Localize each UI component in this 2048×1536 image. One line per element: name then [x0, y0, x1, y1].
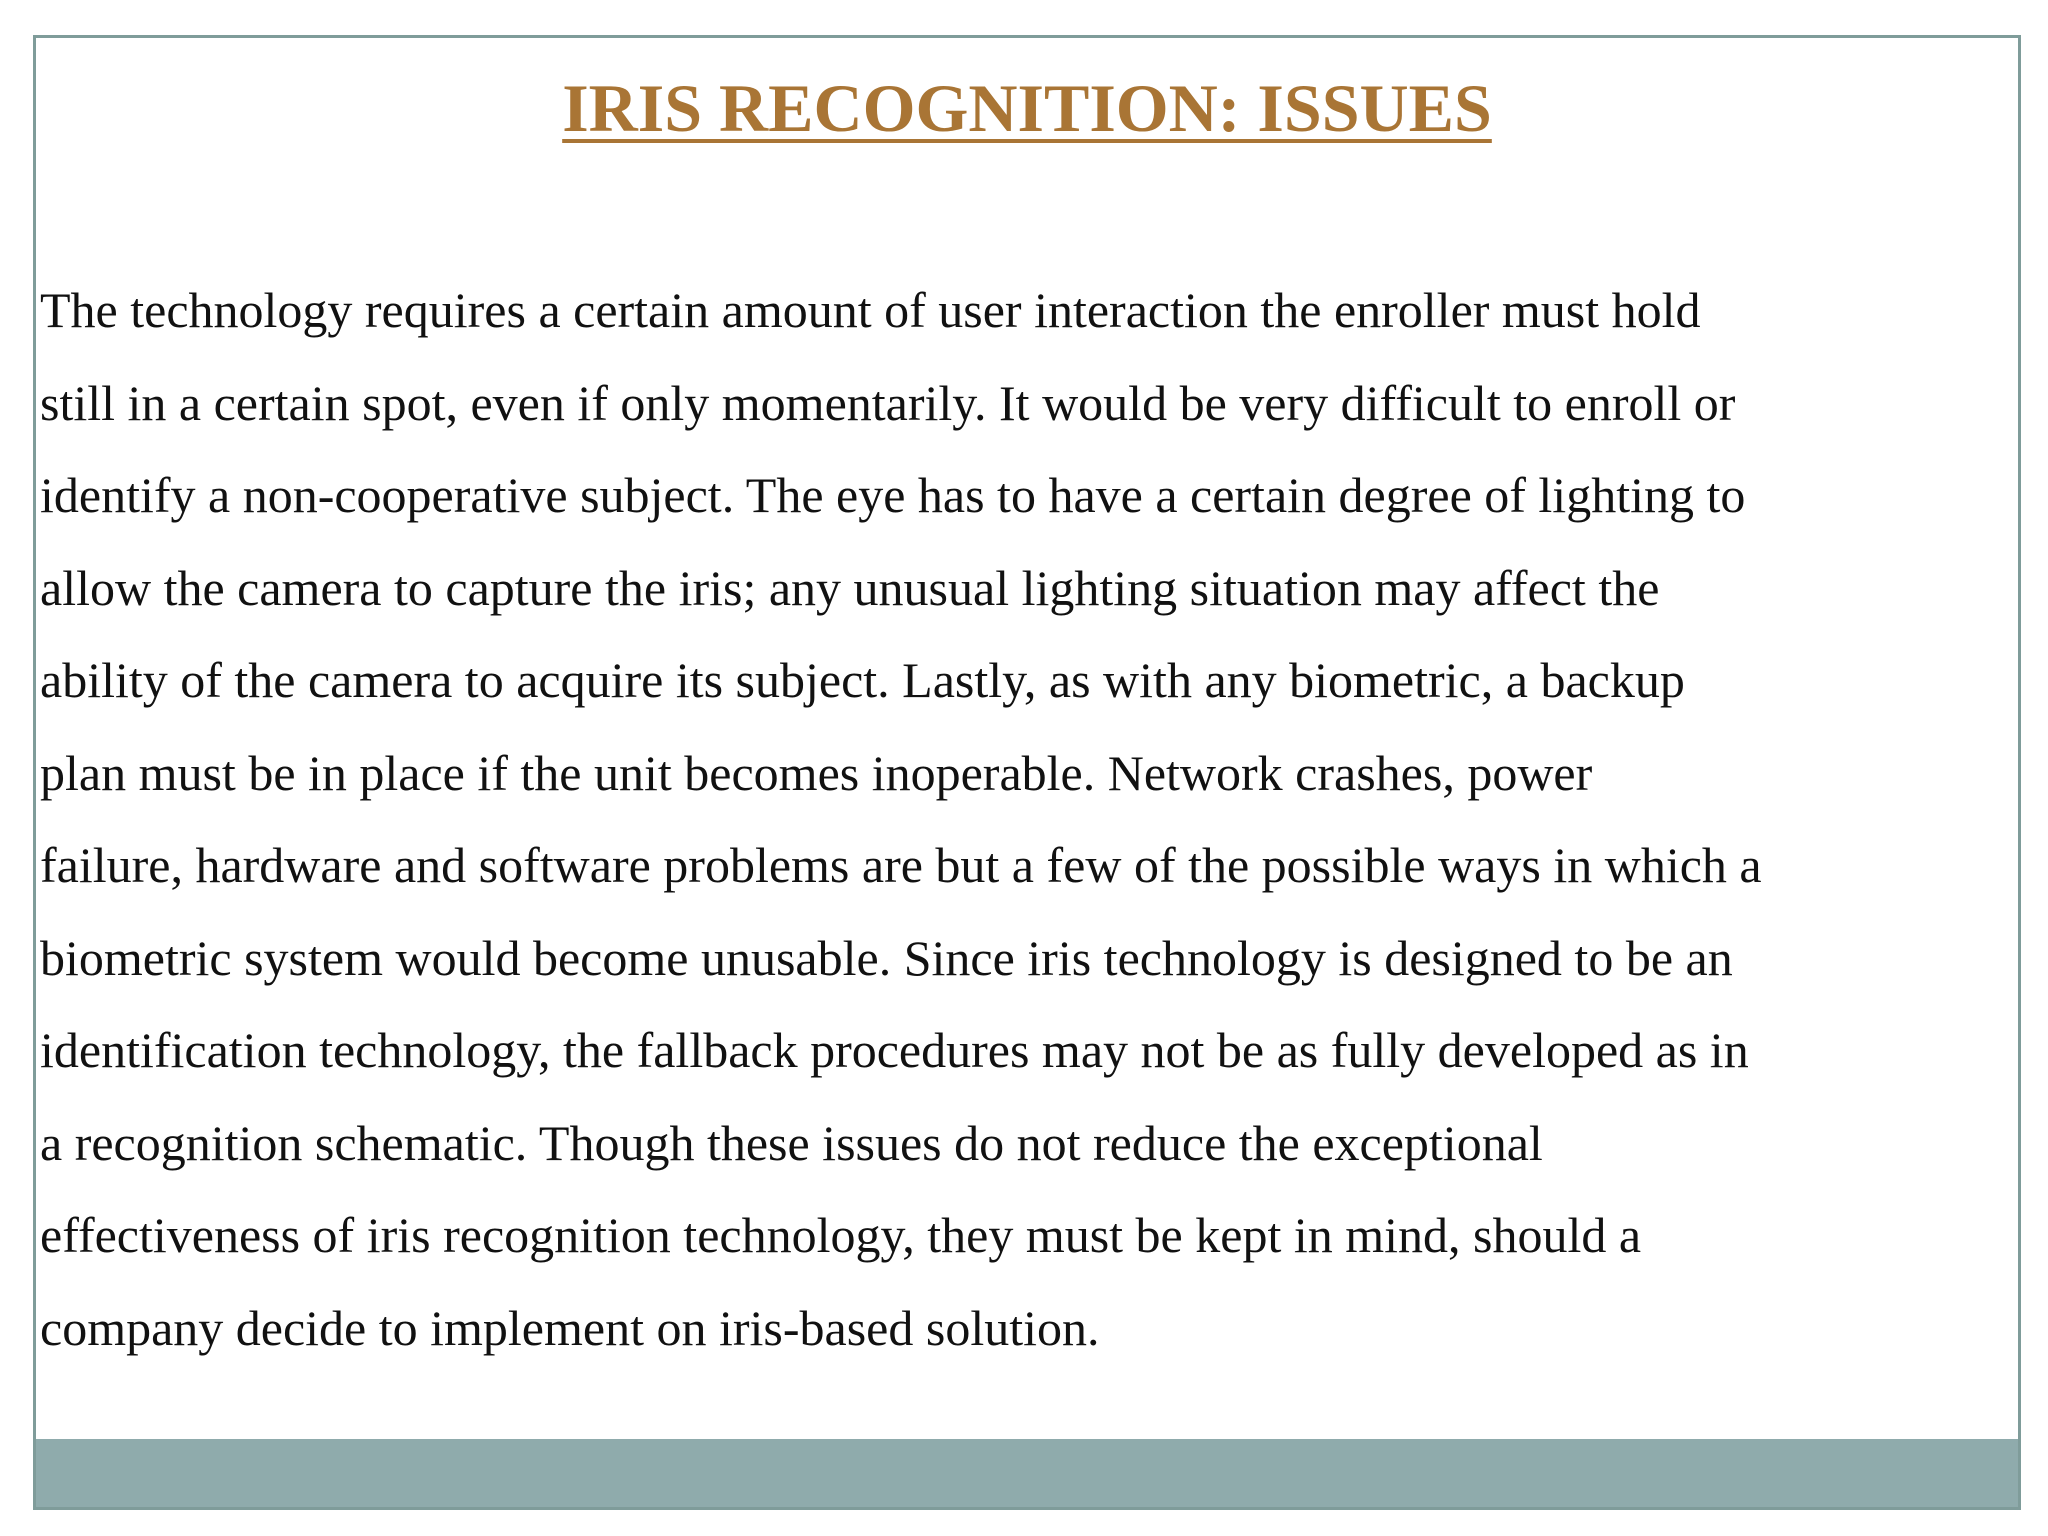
paragraph-line: allow the camera to capture the iris; any unusual lighting situation may affect the [40, 559, 1660, 616]
body-paragraph [40, 264, 2020, 1374]
footer-bar [36, 1439, 2018, 1507]
paragraph-line: a recognition schematic. Though these issues do not reduce the exceptional [40, 1114, 1543, 1171]
paragraph-line: still in a certain spot, even if only momentarily. It would be very difficult to enroll or [40, 374, 1736, 431]
paragraph-line: The technology requires a certain amount of user interaction the enroller must hold [40, 282, 1701, 338]
paragraph-line: identification technology, the fallback procedures may not be as fully developed as in [40, 1022, 1749, 1078]
slide-title-text: IRIS RECOGNITION: ISSUES [562, 70, 1492, 146]
paragraph-line: ability of the camera to acquire its subject. Lastly, as with any biometric, a backup [40, 652, 1685, 708]
slide [33, 35, 2021, 1510]
paragraph-line: identify a non-cooperative subject. The eye has to have a certain degree of lighting to [40, 467, 1746, 523]
paragraph-line: biometric system would become unusable. Since iris technology is designed to be an [40, 929, 1733, 986]
paragraph-line: company decide to implement on iris-based solution. [40, 1299, 1100, 1356]
slide-title [36, 68, 2018, 150]
paragraph-line: failure, hardware and software problems are but a few of the possible ways in which a [40, 837, 1762, 893]
paragraph-line: plan must be in place if the unit becomes inoperable. Network crashes, power [40, 744, 1593, 801]
paragraph-line: effectiveness of iris recognition technology, they must be kept in mind, should a [40, 1207, 1642, 1263]
